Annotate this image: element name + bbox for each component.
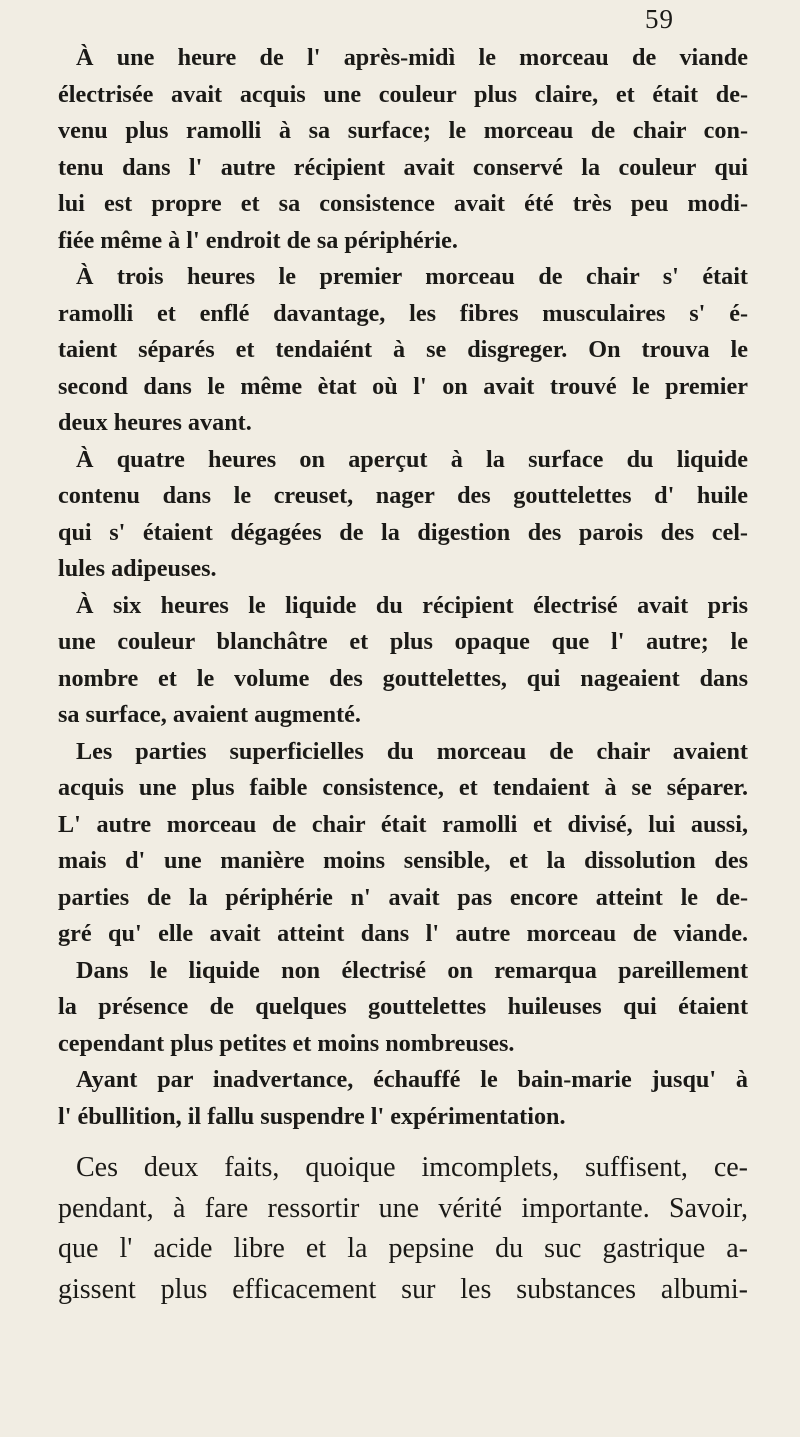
body-text — [58, 40, 748, 1135]
conclusion-line: Ces deux faits, quoique imcomplets, suffisent, ce- — [76, 1152, 748, 1183]
text-line: qui s' étaient dégagées de la digestion des parois des cel- — [58, 518, 748, 546]
text-line: l' ébullition, il fallu suspendre l' expérimentation. — [58, 1102, 566, 1130]
text-line: À une heure de l' après-midì le morceau de viande — [76, 44, 748, 71]
text-line: second dans le même ètat où l' on avait trouvé le premier — [58, 372, 748, 400]
text-line: acquis une plus faible consistence, et tendaient à se séparer. — [58, 774, 748, 801]
text-line: Ayant par inadvertance, échauffé le bain-marie jusqu' à — [76, 1066, 748, 1093]
text-line: électrisée avait acquis une couleur plus claire, et était de- — [58, 80, 748, 108]
text-line: Dans le liquide non électrisé on remarqua pareillement — [76, 956, 748, 984]
conclusion-line: gissent plus efficacement sur les substances albumi- — [58, 1273, 748, 1305]
text-line: gré qu' elle avait atteint dans l' autre morceau de viande. — [58, 920, 748, 947]
text-line: fiée même à l' endroit de sa périphérie. — [58, 226, 458, 254]
text-line: tenu dans l' autre récipient avait conservé la couleur qui — [58, 153, 748, 181]
text-line: ramolli et enflé davantage, les fibres musculaires s' é- — [58, 299, 748, 327]
text-line: une couleur blanchâtre et plus opaque que l' autre; le — [58, 628, 748, 655]
text-line: lules adipeuses. — [58, 555, 217, 582]
text-line: deux heures avant. — [58, 409, 252, 436]
text-line: À six heures le liquide du récipient électrisé avait pris — [76, 591, 748, 619]
text-line: parties de la périphérie n' avait pas encore atteint le de- — [58, 883, 748, 911]
conclusion-line: pendant, à fare ressortir une vérité importante. Savoir, — [58, 1192, 748, 1224]
conclusion-line: que l' acide libre et la pepsine du suc gastrique a- — [58, 1233, 748, 1264]
text-line: L' autre morceau de chair était ramolli et divisé, lui aussi, — [58, 810, 748, 838]
text-line: venu plus ramolli à sa surface; le morceau de chair con- — [58, 117, 748, 144]
text-line: Les parties superficielles du morceau de chair avaient — [76, 737, 748, 765]
page-number: 59 — [645, 4, 674, 34]
text-line: nombre et le volume des gouttelettes, qui nageaient dans — [58, 664, 748, 692]
text-line: sa surface, avaient augmenté. — [58, 701, 361, 728]
text-line: contenu dans le creuset, nager des gouttelettes d' huile — [58, 482, 748, 509]
text-line: la présence de quelques gouttelettes huileuses qui étaient — [58, 993, 748, 1020]
text-line: À trois heures le premier morceau de chair s' était — [76, 263, 748, 290]
text-line: mais d' une manière moins sensible, et la dissolution des — [58, 847, 748, 874]
text-line: À quatre heures on aperçut à la surface du liquide — [76, 445, 748, 473]
text-line: lui est propre et sa consistence avait été très peu modi- — [58, 190, 748, 217]
text-line: cependant plus petites et moins nombreuses. — [58, 1029, 515, 1057]
text-line: taient séparés et tendaiént à se disgreger. On trouva le — [58, 336, 748, 363]
conclusion-paragraph — [58, 1148, 748, 1310]
